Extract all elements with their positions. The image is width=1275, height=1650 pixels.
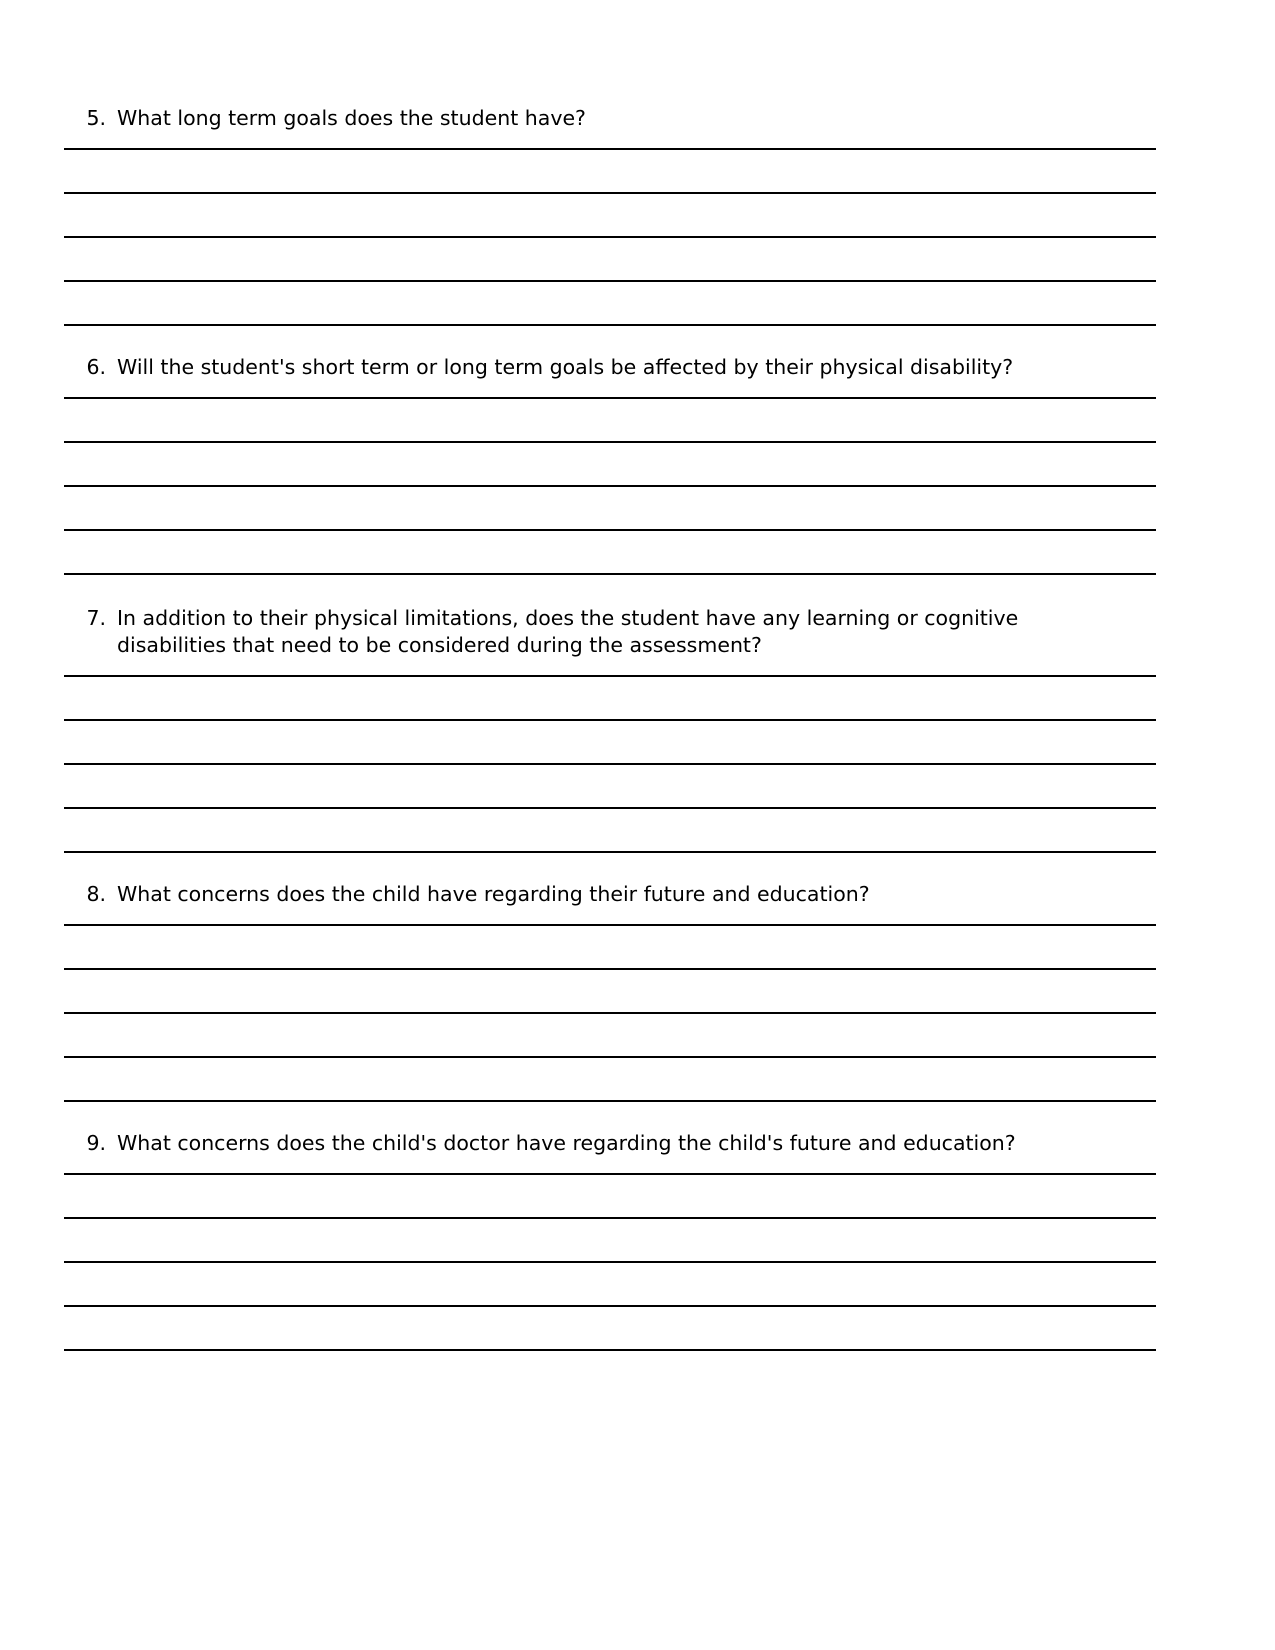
question-block bbox=[64, 354, 1159, 605]
answer-line[interactable] bbox=[64, 1305, 1156, 1307]
answer-lines[interactable] bbox=[64, 924, 1159, 1102]
question-text: In addition to their physical limitations, does the student have any learning or cognitive disabilities that need to be considered during the assessment? bbox=[117, 606, 1019, 658]
answer-lines[interactable] bbox=[64, 675, 1159, 853]
answer-line[interactable] bbox=[64, 807, 1156, 809]
answer-line[interactable] bbox=[64, 968, 1156, 970]
spacer bbox=[64, 853, 1159, 881]
answer-line[interactable] bbox=[64, 1173, 1156, 1175]
question-number: 8. bbox=[86, 882, 106, 907]
answer-line[interactable] bbox=[64, 1349, 1156, 1351]
question-text: What concerns does the child have regarding their future and education? bbox=[117, 882, 870, 907]
answer-lines[interactable] bbox=[64, 148, 1159, 326]
answer-line[interactable] bbox=[64, 236, 1156, 238]
answer-line[interactable] bbox=[64, 280, 1156, 282]
answer-line[interactable] bbox=[64, 1056, 1156, 1058]
question-number: 6. bbox=[86, 355, 106, 380]
question-block bbox=[64, 881, 1159, 1130]
answer-line[interactable] bbox=[64, 1012, 1156, 1014]
answer-line[interactable] bbox=[64, 148, 1156, 150]
question-number: 7. bbox=[86, 606, 106, 631]
answer-lines[interactable] bbox=[64, 1173, 1159, 1351]
answer-line[interactable] bbox=[64, 529, 1156, 531]
question-row bbox=[64, 1130, 1159, 1157]
spacer bbox=[64, 326, 1159, 354]
question-text: What concerns does the child's doctor have regarding the child's future and education? bbox=[117, 1131, 1016, 1156]
answer-line[interactable] bbox=[64, 719, 1156, 721]
questionnaire-body bbox=[64, 105, 1159, 1351]
answer-line[interactable] bbox=[64, 924, 1156, 926]
question-row bbox=[64, 105, 1159, 132]
question-text: What long term goals does the student have? bbox=[117, 106, 586, 130]
question-block bbox=[64, 105, 1159, 354]
question-row bbox=[64, 605, 1159, 659]
spacer bbox=[64, 1102, 1159, 1130]
question-number: 5. bbox=[86, 106, 106, 130]
question-text: Will the student's short term or long term goals be affected by their physical disability? bbox=[117, 355, 1014, 380]
answer-line[interactable] bbox=[64, 1217, 1156, 1219]
answer-line[interactable] bbox=[64, 675, 1156, 677]
answer-line[interactable] bbox=[64, 192, 1156, 194]
answer-line[interactable] bbox=[64, 485, 1156, 487]
answer-line[interactable] bbox=[64, 1261, 1156, 1263]
answer-line[interactable] bbox=[64, 397, 1156, 399]
answer-line[interactable] bbox=[64, 441, 1156, 443]
question-block bbox=[64, 1130, 1159, 1351]
question-block bbox=[64, 605, 1159, 881]
question-number: 9. bbox=[86, 1131, 106, 1156]
answer-line[interactable] bbox=[64, 763, 1156, 765]
question-row bbox=[64, 354, 1159, 381]
spacer bbox=[64, 575, 1159, 605]
question-row bbox=[64, 881, 1159, 908]
answer-lines[interactable] bbox=[64, 397, 1159, 575]
